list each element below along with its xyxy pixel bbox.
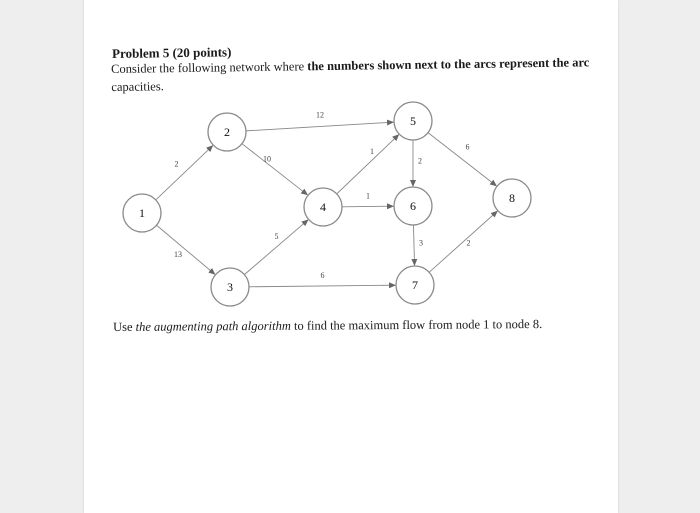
node-label-3: 3 [227,280,233,294]
problem-title: Problem 5 (20 points) [112,44,232,61]
arc-6-7 [413,225,414,265]
node-label-8: 8 [509,191,515,205]
arc-capacity-1-3: 13 [174,250,182,259]
node-3 [211,268,249,306]
task-lead: Use [113,319,136,334]
arc-capacity-2-4: 10 [263,154,271,164]
node-label-5: 5 [410,114,416,128]
node-5 [394,102,432,140]
arc-1-3 [157,225,215,274]
intro-bold: the numbers shown next to the arcs represent the arc [307,55,590,74]
arc-capacity-7-8: 2 [466,238,471,248]
node-6 [394,187,432,225]
arc-capacity-1-2: 2 [174,159,179,169]
node-label-4: 4 [320,200,326,214]
arc-4-6 [342,206,393,207]
arc-capacity-3-4: 5 [274,232,279,241]
node-2 [208,113,246,151]
node-label-2: 2 [224,125,230,139]
arc-capacity-5-6: 2 [418,156,422,166]
node-label-1: 1 [139,206,145,220]
arc-capacity-4-6: 1 [366,191,370,201]
node-label-6: 6 [410,199,416,213]
node-4 [304,188,342,226]
arc-1-2 [156,146,213,200]
arc-2-5 [246,122,393,131]
arc-capacity-4-5: 1 [370,147,374,156]
arc-3-4 [244,220,307,275]
node-8 [493,179,531,217]
arc-capacity-6-7: 3 [419,238,423,248]
arc-2-4 [242,144,307,195]
arc-capacity-3-7: 6 [320,271,325,280]
task-italic: the augmenting path algorithm [135,318,291,334]
node-7 [396,266,434,304]
node-label-7: 7 [412,278,418,292]
intro-lead: Consider the following network where [111,59,308,76]
nodes-layer [123,102,531,306]
arc-7-8 [429,211,497,272]
arc-capacity-5-8: 6 [465,142,470,152]
node-1 [123,194,161,232]
arc-capacity-2-5: 12 [316,110,324,120]
task-tail: to find the maximum flow from node 1 to node 8. [290,317,543,333]
arc-4-5 [337,135,399,194]
arc-3-7 [249,285,395,287]
intro-tail: capacities. [111,79,164,94]
arc-5-8 [428,133,496,186]
